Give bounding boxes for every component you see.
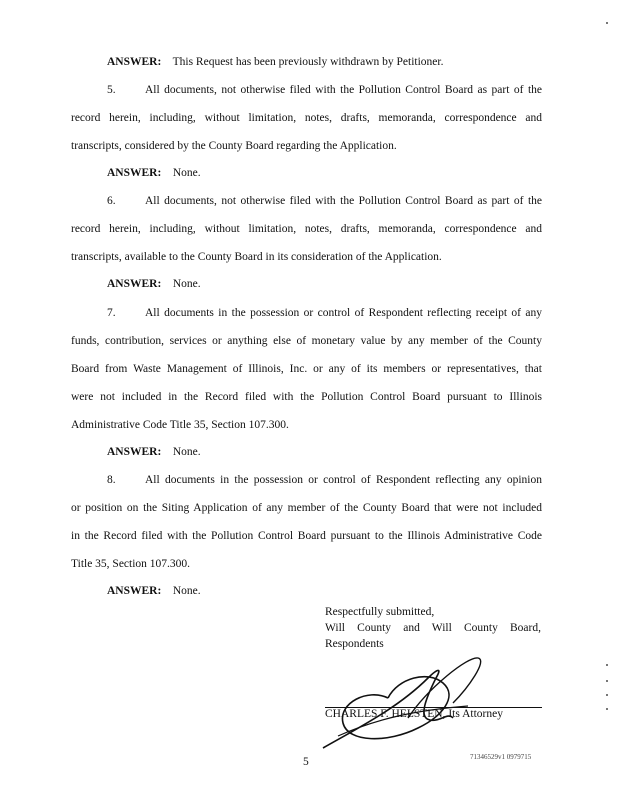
- answer-5: [107, 167, 201, 179]
- request-6-line-1: All documents, not otherwise filed with the Pollution Control Board as part of the: [145, 195, 542, 207]
- request-7-line-1: All documents in the possession or control of Respondent reflecting receipt of any: [145, 307, 542, 319]
- answer-6: [107, 278, 201, 290]
- answer-4: [107, 56, 443, 68]
- request-6-line-2: record herein, including, without limitation, notes, drafts, memoranda, correspondence and: [71, 223, 542, 235]
- request-7-line-5: Administrative Code Title 35, Section 107.300.: [71, 419, 289, 431]
- request-6-line-3: transcripts, available to the County Board in its consideration of the Application.: [71, 251, 442, 263]
- answer-8: [107, 585, 201, 597]
- answer-text: None.: [172, 167, 201, 179]
- answer-label: ANSWER:: [107, 56, 162, 68]
- request-8-line-2: or position on the Siting Application of any member of the County Board that were not included: [71, 502, 542, 514]
- request-7-line-2: funds, contribution, services or anything else of monetary value by any member of the County: [71, 335, 542, 347]
- signature-party-line-2: Respondents: [325, 638, 384, 650]
- request-8-line-4: Title 35, Section 107.300.: [71, 558, 191, 570]
- request-5-line-1: All documents, not otherwise filed with the Pollution Control Board as part of the: [145, 84, 542, 96]
- document-id: 71346529v1 0979715: [470, 753, 532, 761]
- page-number: 5: [303, 756, 309, 768]
- handwritten-signature: [318, 648, 548, 758]
- answer-text: None.: [172, 446, 201, 458]
- request-7-line-3: Board from Waste Management of Illinois, Inc. or any of its members or representatives, that: [71, 363, 542, 375]
- answer-text: None.: [172, 278, 201, 290]
- signature-closing: Respectfully submitted,: [325, 606, 435, 618]
- answer-label: ANSWER:: [107, 585, 162, 597]
- answer-label: ANSWER:: [107, 278, 162, 290]
- answer-7: [107, 446, 201, 458]
- signature-party-line-1: Will County and Will County Board,: [325, 622, 541, 634]
- scan-mark: [606, 22, 608, 24]
- request-6-number: 6.: [107, 195, 116, 207]
- request-5-line-2: record herein, including, without limitation, notes, drafts, memoranda, correspondence and: [71, 112, 542, 124]
- request-5-line-3: transcripts, considered by the County Board regarding the Application.: [71, 140, 397, 152]
- scan-mark: [606, 664, 608, 666]
- request-7-line-4: were not included in the Record filed with the Pollution Control Board pursuant to Illinois: [71, 391, 542, 403]
- answer-text: This Request has been previously withdrawn by Petitioner.: [172, 56, 444, 68]
- answer-text: None.: [172, 585, 201, 597]
- scan-mark: [606, 680, 608, 682]
- request-7-number: 7.: [107, 307, 116, 319]
- scan-mark: [606, 694, 608, 696]
- request-8-line-1: All documents in the possession or control of Respondent reflecting any opinion: [145, 474, 542, 486]
- scan-mark: [606, 708, 608, 710]
- request-8-line-3: in the Record filed with the Pollution Control Board pursuant to the Illinois Administrative Code: [71, 530, 542, 542]
- signature-signer: CHARLES F. HELSTEN, Its Attorney: [325, 708, 503, 720]
- answer-label: ANSWER:: [107, 446, 162, 458]
- answer-label: ANSWER:: [107, 167, 162, 179]
- request-5-number: 5.: [107, 84, 116, 96]
- request-8-number: 8.: [107, 474, 116, 486]
